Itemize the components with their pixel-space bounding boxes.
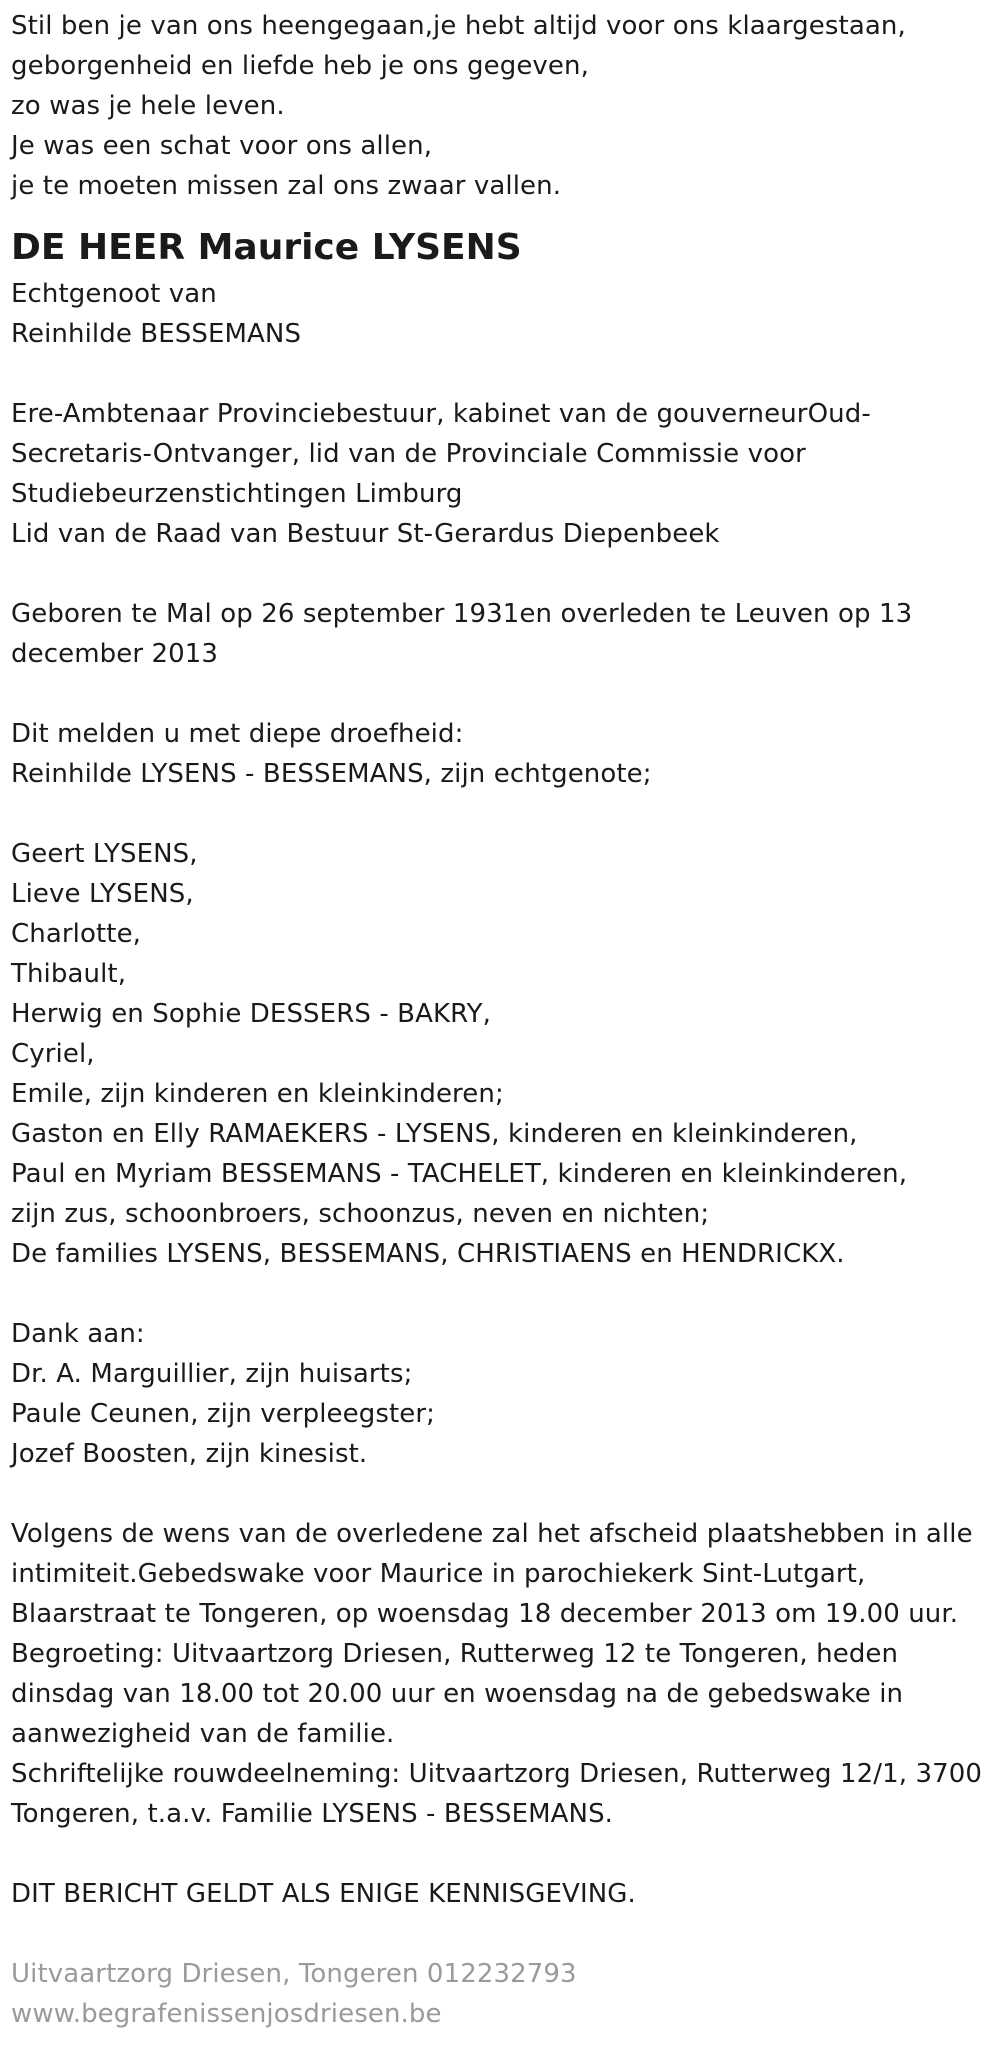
ceremony-section	[11, 1514, 996, 1834]
function-line: Lid van de Raad van Bestuur St-Gerardus Diepenbeek	[11, 519, 720, 549]
thanks-section	[11, 1314, 996, 1474]
family-member-line: Gaston en Elly RAMAEKERS - LYSENS, kinderen en kleinkinderen,	[11, 1119, 858, 1149]
footer	[11, 1954, 996, 2034]
ceremony-line: Blaarstraat te Tongeren, op woensdag 18 december 2013 om 19.00 uur.	[11, 1599, 959, 1629]
family-member-line: Charlotte,	[11, 919, 142, 949]
poem-section	[11, 6, 996, 206]
thanks-line: Dr. A. Marguillier, zijn huisarts;	[11, 1359, 413, 1389]
ceremony-line: intimiteit.Gebedswake voor Maurice in parochiekerk Sint-Lutgart,	[11, 1559, 866, 1589]
ceremony-line: Volgens de wens van de overledene zal het afscheid plaatshebben in alle	[11, 1519, 973, 1549]
family-member-line: Herwig en Sophie DESSERS - BAKRY,	[11, 999, 491, 1029]
family-member-line: Lieve LYSENS,	[11, 879, 194, 909]
thanks-line: Dank aan:	[11, 1319, 145, 1349]
thanks-line: Jozef Boosten, zijn kinesist.	[11, 1439, 368, 1469]
family-section	[11, 834, 996, 1274]
family-member-line: Cyriel,	[11, 1039, 95, 1069]
funeral-home-contact: Uitvaartzorg Driesen, Tongeren 012232793	[11, 1959, 577, 1989]
function-line: Secretaris-Ontvanger, lid van de Provinciale Commissie voor	[11, 439, 806, 469]
spacer	[11, 1914, 996, 1954]
thanks-line: Paule Ceunen, zijn verpleegster;	[11, 1399, 436, 1429]
birth-death-section	[11, 594, 996, 674]
poem-line: Stil ben je van ons heengegaan,je hebt altijd voor ons klaargestaan,	[11, 11, 906, 41]
obituary-document	[11, 6, 996, 2034]
funeral-home-website[interactable]: www.begrafenissenjosdriesen.be	[11, 1999, 442, 2029]
functions-section	[11, 394, 996, 554]
family-member-line: Paul en Myriam BESSEMANS - TACHELET, kinderen en kleinkinderen,	[11, 1159, 908, 1189]
poem-line: je te moeten missen zal ons zwaar vallen.	[11, 171, 562, 201]
ceremony-line: aanwezigheid van de familie.	[11, 1719, 395, 1749]
family-member-line: Thibault,	[11, 959, 127, 989]
spacer	[11, 794, 996, 834]
spouse-line: Echtgenoot van	[11, 279, 217, 309]
announcement-line: Reinhilde LYSENS - BESSEMANS, zijn echtgenote;	[11, 759, 652, 789]
deceased-name-title: DE HEER Maurice LYSENS	[11, 227, 522, 268]
ceremony-line: Tongeren, t.a.v. Familie LYSENS - BESSEMANS.	[11, 1799, 614, 1829]
poem-line: zo was je hele leven.	[11, 91, 285, 121]
poem-line: Je was een schat voor ons allen,	[11, 131, 433, 161]
spacer	[11, 1834, 996, 1874]
spacer	[11, 1274, 996, 1314]
family-member-line: Geert LYSENS,	[11, 839, 198, 869]
function-line: Studiebeurzenstichtingen Limburg	[11, 479, 463, 509]
family-member-line: Emile, zijn kinderen en kleinkinderen;	[11, 1079, 504, 1109]
ceremony-line: dinsdag van 18.00 tot 20.00 uur en woensdag na de gebedswake in	[11, 1679, 904, 1709]
family-member-line: De families LYSENS, BESSEMANS, CHRISTIAENS en HENDRICKX.	[11, 1239, 845, 1269]
ceremony-line: Begroeting: Uitvaartzorg Driesen, Rutterweg 12 te Tongeren, heden	[11, 1639, 899, 1669]
spacer	[11, 1474, 996, 1514]
poem-line: geborgenheid en liefde heb je ons gegeven,	[11, 51, 589, 81]
spacer	[11, 674, 996, 714]
ceremony-line: Schriftelijke rouwdeelneming: Uitvaartzorg Driesen, Rutterweg 12/1, 3700	[11, 1759, 983, 1789]
spacer	[11, 554, 996, 594]
function-line: Ere-Ambtenaar Provinciebestuur, kabinet van de gouverneurOud-	[11, 399, 871, 429]
notice-line: DIT BERICHT GELDT ALS ENIGE KENNISGEVING.	[11, 1879, 636, 1909]
spouse-line: Reinhilde BESSEMANS	[11, 319, 302, 349]
announcement-section	[11, 714, 996, 794]
birth-death-line: december 2013	[11, 639, 219, 669]
announcement-line: Dit melden u met diepe droefheid:	[11, 719, 464, 749]
spouse-section	[11, 274, 996, 354]
spacer	[11, 354, 996, 394]
birth-death-line: Geboren te Mal op 26 september 1931en overleden te Leuven op 13	[11, 599, 913, 629]
family-member-line: zijn zus, schoonbroers, schoonzus, neven en nichten;	[11, 1199, 710, 1229]
